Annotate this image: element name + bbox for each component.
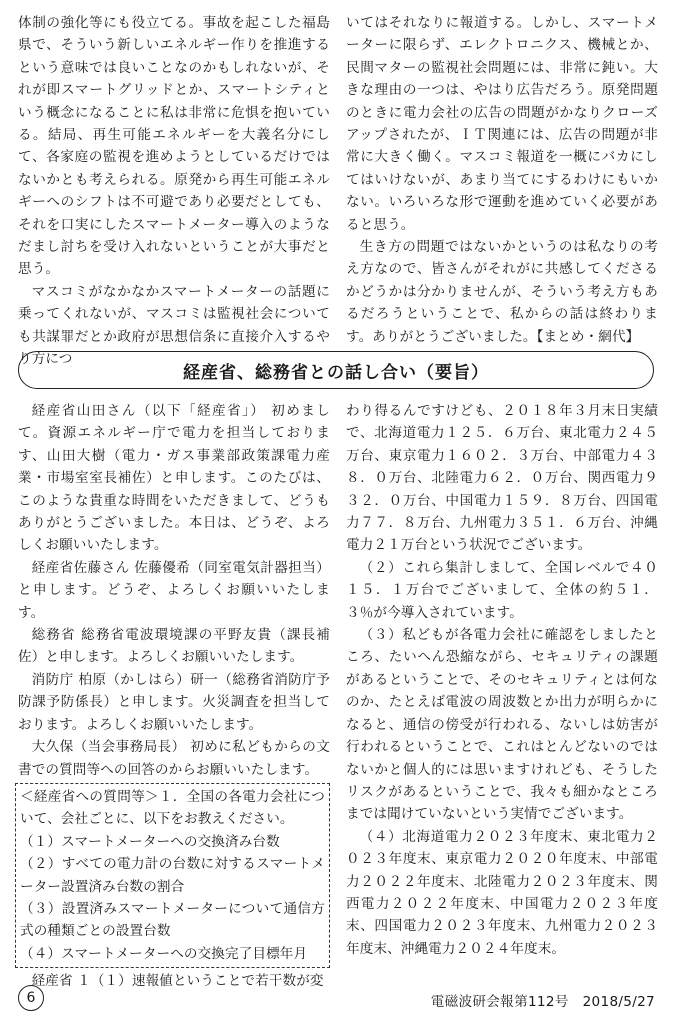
column-top-left: [18, 12, 330, 371]
publication-footer: 電磁波研会報第112号 2018/5/27: [430, 994, 655, 1010]
paragraph: わり得るんですけども、２０１８年３月末日実績で、北海道電力１２５．６万台、東北電力２４５万台、東京電力１６０２．３万台、中部電力４３８．０万台、北陸電力６２．０万台、関西電力９３２．０万台、中国電力１５９．８万台、四国電力７７．８万台、九州電力３５１．６万台、沖縄電力２１万台という状況でございます。: [346, 403, 658, 554]
paragraph: （３）私どもが各電力会社に確認をしましたところ、たいへん恐縮ながら、セキュリティの課題があるということで、そのセキュリティとは何なのか、たとえば電波の周波数とか出力が明らかになると、通信の傍受が行われる、ないしは妨害が行われるということで、これはとんどないのではないかと個人的には思いますけれども、そうしたリスクがあるということで、我々も細かなところまでは聞けていないという実情でございます。: [346, 627, 658, 823]
paragraph: 体制の強化等にも役立てる。事故を起こした福島県で、そういう新しいエネルギー作りを推進するという意味では良いことなのかもしれないが、それが即スマートグリッドとか、スマートシティという概念になることに私は非常に危惧を抱いている。結局、再生可能エネルギーを大義名分にして、各家庭の監視を進めようとしているだけではないかとも考えられる。原発から再生可能エネルギーへのシフトは不可避であり必要だとしても、それを口実にしたスマートメーター導入のようなだまし討ちを受け入れないということが大事だと思う。: [18, 15, 330, 278]
paragraph: 経産省 １（１）速報値ということで若干数が変: [31, 973, 324, 990]
section-title: 経産省、総務省との話し合い（要旨）: [183, 362, 489, 383]
paragraph: 消防庁 柏原（かしはら）研一（総務省消防庁予防課予防係長）と申します。火災調査を担当しております。よろしくお願いいたします。: [18, 671, 330, 733]
column-bottom-right: [346, 400, 658, 960]
paragraph: いてはそれなりに報道する。しかし、スマートメーターに限らず、エレクトロニクス、機械とか、民間マターの監視社会問題には、非常に鈍い。大きな理由の一つは、やはり広告だろう。原発問題のときに電力会社の広告の問題がかなりクローズアップされたが、ＩＴ関連には、広告の問題が非常に大きく働く。マスコミ報道を一概にバカにしてはいけないが、あまり当てにするわけにもいかない。いろいろな形で運動を進めていく必要があると思う。: [346, 15, 658, 233]
paragraph: 経産省山田さん（以下「経産省」） 初めまして。資源エネルギー庁で電力を担当しております、山田大樹（電力・ガス事業部政策課電力産業・市場室室長補佐）と申します。このたびは、このような貴重な時間をいただきまして、どうもありがとうございました。本日は、どうぞ、よろしくお願いいたします。: [18, 403, 330, 554]
paragraph: 生き方の問題ではないかというのは私なりの考え方なので、皆さんがそれがに共感してくださるかどうかは分かりませんが、そういう考え方もあるだろうということで、私からの話は終わります。ありがとうございました。【まとめ・網代】: [346, 239, 658, 345]
paragraph: 大久保（当会事務局長） 初めに私どもからの文書での質問等への回答のからお願いいたします。: [18, 739, 330, 778]
column-top-right: [346, 12, 658, 348]
page-number: 6: [26, 990, 36, 1006]
paragraph: （４）北海道電力２０２３年度末、東北電力２０２３年度末、東京電力２０２０年度末、中部電力２０２２年度末、北陸電力２０２３年度末、関西電力２０２２年度末、中国電力２０２３年度末、四国電力２０２３年度末、九州電力２０２３年度末、沖縄電力２０２４年度末。: [346, 828, 658, 957]
question-box: [15, 783, 330, 968]
paragraph: （２）これら集計しまして、全国レベルで４０１５．１万台でございまして、全体の約５１．３％が今導入されています。: [346, 559, 658, 621]
question-heading: ＜経産省への質問等＞１．全国の各電力会社について、会社ごとに、以下をお教えください。: [20, 788, 325, 828]
question-item: （１）スマートメーターへの交換済み台数: [20, 833, 280, 850]
question-item: （４）スマートメーターへの交換完了目標年月: [20, 945, 308, 962]
paragraph: 経産省佐藤さん 佐藤優希（同室電気計器担当）と申します。どうぞ、よろしくお願いいたします。: [18, 559, 330, 621]
page-number-badge: [18, 985, 44, 1011]
column-bottom-left: [18, 400, 330, 993]
question-item: （３）設置済みスマートメーターについて通信方式の種類ごとの設置台数: [20, 900, 325, 940]
paragraph: 総務省 総務省電波環境課の平野友貴（課長補佐）と申します。よろしくお願いいたします。: [18, 627, 330, 666]
section-title-banner: [18, 351, 654, 389]
paragraph: マスコミがなかなかスマートメーターの話題に乗ってくれないが、マスコミは監視社会についても共謀罪だとか政府が思想信条に直接介入するやり方につ: [18, 283, 330, 368]
question-item: （２）すべての電力計の台数に対するスマートメーター設置済み台数の割合: [20, 856, 325, 895]
